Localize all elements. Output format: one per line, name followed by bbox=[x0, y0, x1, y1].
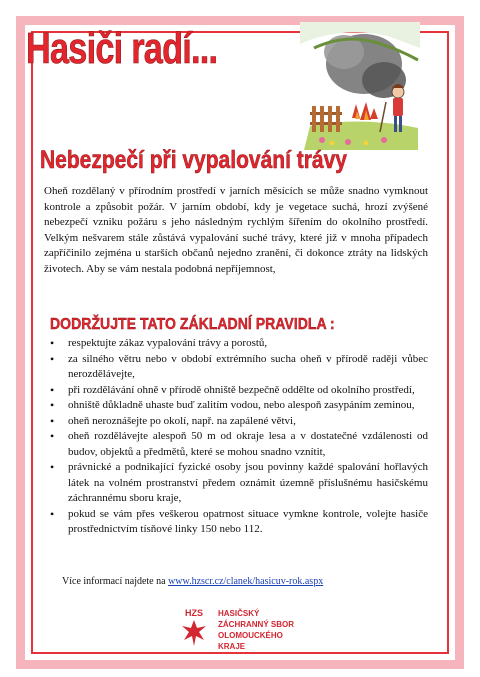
intro-paragraph: Oheň rozdělaný v přírodním prostředí v jarních měsících se může snadno vymknout kontrole a způsobit požár. V jarním období, kdy je vegetace suchá, hrozí zvýšené nebezpečí vzniku požáru s jeho následným rychlým šířením do okolního prostředí. Velkým nešvarem stále zůstává vypalování suché trávy, které již v mnoha případech zapříčinilo zejména u starších občanů nejedno zranění, či dokonce ztráty na lidských životech. Aby se vám nestala podobná nepříjemnost, bbox=[44, 185, 428, 275]
rule-item: • za silného větru nebo v období extrémního sucha oheň v přírodě raději vůbec nerozdělávejte, bbox=[48, 352, 428, 383]
rule-item: • respektujte zákaz vypalování trávy a porostů, bbox=[48, 336, 428, 352]
more-info-link[interactable]: www.hzscr.cz/clanek/hasicuv-rok.aspx bbox=[168, 576, 324, 587]
rule-item: • pokud se vám přes veškerou opatrnost situace vymkne kontrole, volejte hasiče prostřednictvím tísňové linky 150 nebo 112. bbox=[48, 507, 428, 538]
logo-line: OLOMOUCKÉHO bbox=[218, 631, 283, 640]
rules-heading: DODRŽUJTE TATO ZÁKLADNÍ PRAVIDLA : bbox=[50, 316, 335, 333]
rule-item: • právnické a podnikající fyzické osoby jsou povinny každé spalování hořlavých látek na volném prostranství předem oznámit územně příslušnému hasičskému záchrannému sboru kraje, bbox=[48, 460, 428, 507]
grass-fire-illustration bbox=[300, 22, 420, 150]
logo-line: HASIČSKÝ bbox=[218, 609, 260, 618]
rules-list bbox=[48, 336, 428, 538]
hzs-logo-icon bbox=[174, 606, 214, 648]
rule-item: • oheň neroznášejte po okolí, např. na zapálené větvi, bbox=[48, 414, 428, 430]
rule-item: • oheň rozdělávejte alespoň 50 m od okraje lesa a v dostatečné vzdálenosti od budov, objektů a předmětů, které se mohou snadno vznítit, bbox=[48, 429, 428, 460]
logo-badge-text: HZS bbox=[185, 608, 203, 618]
logo-line: KRAJE bbox=[218, 642, 246, 651]
rule-item: • při rozdělávání ohně v přírodě ohniště bezpečně oddělte od okolního prostředí, bbox=[48, 383, 428, 399]
poster-subtitle: Nebezpečí při vypalování trávy bbox=[40, 146, 347, 174]
hzs-logo-text bbox=[218, 608, 294, 652]
rule-item: • ohniště důkladně uhaste buď zalitím vodou, nebo alespoň zasypáním zeminou, bbox=[48, 398, 428, 414]
more-info-prefix: Více informací najdete na bbox=[62, 576, 166, 587]
poster-headline: Hasiči radí... bbox=[26, 24, 218, 73]
logo-line: ZÁCHRANNÝ SBOR bbox=[218, 620, 294, 629]
more-info bbox=[62, 576, 323, 587]
